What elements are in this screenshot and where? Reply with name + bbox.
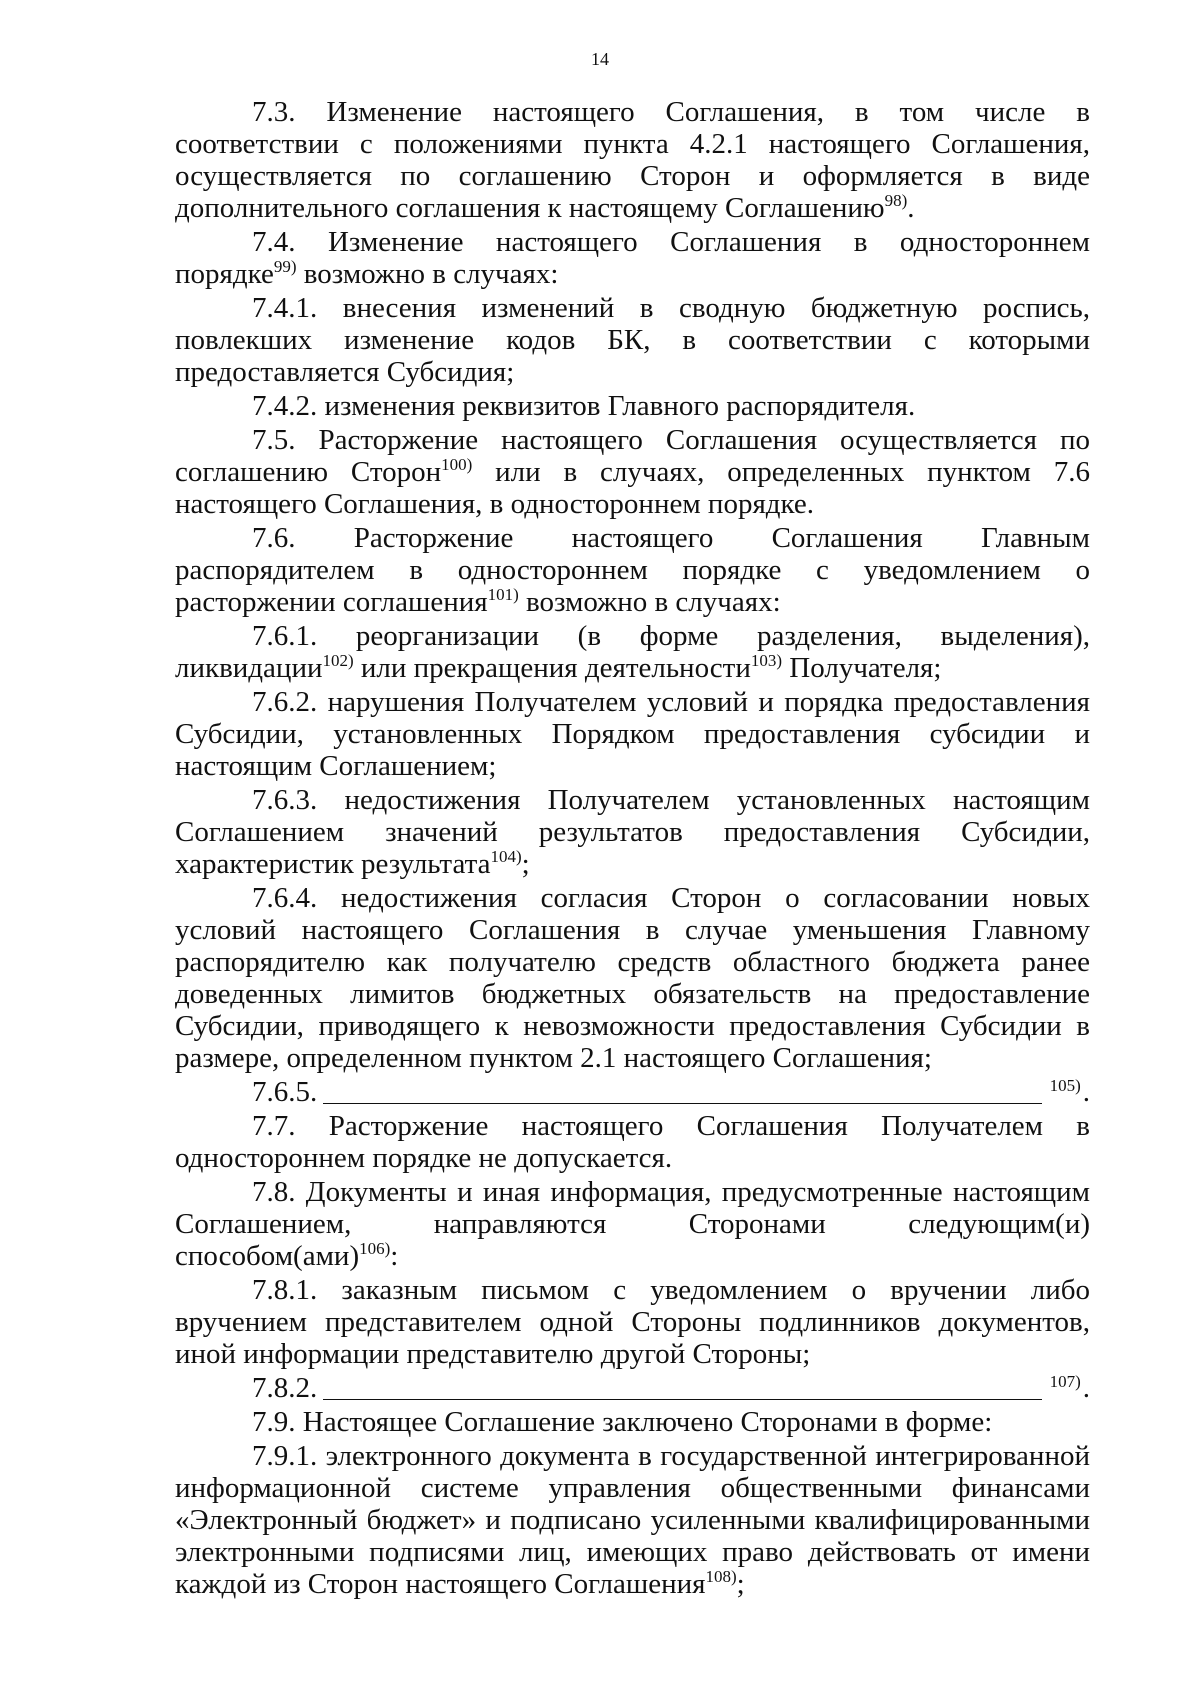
footnote-ref: 99)	[273, 257, 297, 276]
clause-number: 7.8.2.	[252, 1372, 318, 1404]
clause-7-4-1: 7.4.1. внесения изменений в сводную бюджетную роспись, повлекших изменение кодов БК, в соответствии с которыми предоставляется Субсидия;	[175, 292, 1090, 388]
clause-7-6-3: 7.6.3. недостижения Получателем установленных настоящим Соглашением значений результатов предоставления Субсидии, характеристик результата$^{104)}$;	[175, 784, 1090, 880]
clause-number: 7.6.5.	[252, 1076, 318, 1108]
clause-7-5: 7.5. Расторжение настоящего Соглашения осуществляется по соглашению Сторон$^{100)}$ или в случаях, определенных пунктом 7.6 настоящего Соглашения, в одностороннем порядке.	[175, 424, 1090, 520]
footnote-ref: 108)	[705, 1567, 737, 1586]
clause-7-8-1: 7.8.1. заказным письмом с уведомлением о вручении либо вручением представителем одной Стороны подлинников документов, иной информации представителю другой Стороны;	[175, 1274, 1090, 1370]
clause-7-6-4: 7.6.4. недостижения согласия Сторон о согласовании новых условий настоящего Соглашения в случае уменьшения Главному распорядителю как получателю средств областного бюджета ранее доведенных лимитов бюджетных обязательств на предоставление Субсидии, приводящего к невозможности предоставления Субсидии в размере, определенном пунктом 2.1 настоящего Соглашения;	[175, 882, 1090, 1074]
clause-7-8: 7.8. Документы и иная информация, предусмотренные настоящим Соглашением, направляются Сторонами следующим(и) способом(ами)$^{106)}$:	[175, 1176, 1090, 1272]
clause-7-6-5: 7.6.5. 105) .	[252, 1076, 1090, 1108]
clause-7-7: 7.7. Расторжение настоящего Соглашения Получателем в одностороннем порядке не допускается.	[175, 1110, 1090, 1174]
clause-7-6-1: 7.6.1. реорганизации (в форме разделения, выделения), ликвидации$^{102)}$ или прекращения деятельности$^{103)}$ Получателя;	[175, 620, 1090, 684]
footnote-ref: 100)	[441, 455, 473, 474]
clause-7-3: 7.3. Изменение настоящего Соглашения, в том числе в соответствии с положениями пункта 4.2.1 настоящего Соглашения, осуществляется по соглашению Сторон и оформляется в виде дополнительного соглашения к настоящему Соглашению$^{98)}$.	[175, 96, 1090, 224]
footnote-ref: 101)	[487, 585, 519, 604]
page-number: 14	[591, 49, 609, 69]
footnote-ref: 98)	[884, 191, 908, 210]
clause-7-9-1: 7.9.1. электронного документа в государственной интегрированной информационной системе управления общественными финансами «Электронный бюджет» и подписано усиленными квалифицированными электронными подписями лиц, имеющих право действовать от имени каждой из Сторон настоящего Соглашения$^{108)}$;	[175, 1440, 1090, 1600]
clause-7-6: 7.6. Расторжение настоящего Соглашения Главным распорядителем в одностороннем порядке с уведомлением о расторжении соглашения$^{101)}$ возможно в случаях:	[175, 522, 1090, 618]
clause-7-9: 7.9. Настоящее Соглашение заключено Сторонами в форме:	[252, 1406, 993, 1438]
clause-7-6-2: 7.6.2. нарушения Получателем условий и порядка предоставления Субсидии, установленных Порядком предоставления субсидии и настоящим Соглашением;	[175, 686, 1090, 782]
fill-in-line	[323, 1079, 1041, 1104]
clause-7-4: 7.4. Изменение настоящего Соглашения в одностороннем порядке$^{99)}$ возможно в случаях:	[175, 226, 1090, 290]
clause-7-8-2: 7.8.2. 107) .	[252, 1372, 1090, 1404]
footnote-ref: 106)	[359, 1239, 391, 1258]
document-body	[175, 96, 1090, 1602]
footnote-ref: 107)	[1049, 1372, 1081, 1391]
clause-7-4-2: 7.4.2. изменения реквизитов Главного распорядителя.	[252, 390, 916, 422]
footnote-ref: 102)	[322, 651, 354, 670]
footnote-ref: 105)	[1049, 1076, 1081, 1095]
footnote-ref: 104)	[490, 847, 522, 866]
fill-in-line	[323, 1375, 1041, 1400]
footnote-ref: 103)	[750, 651, 783, 670]
